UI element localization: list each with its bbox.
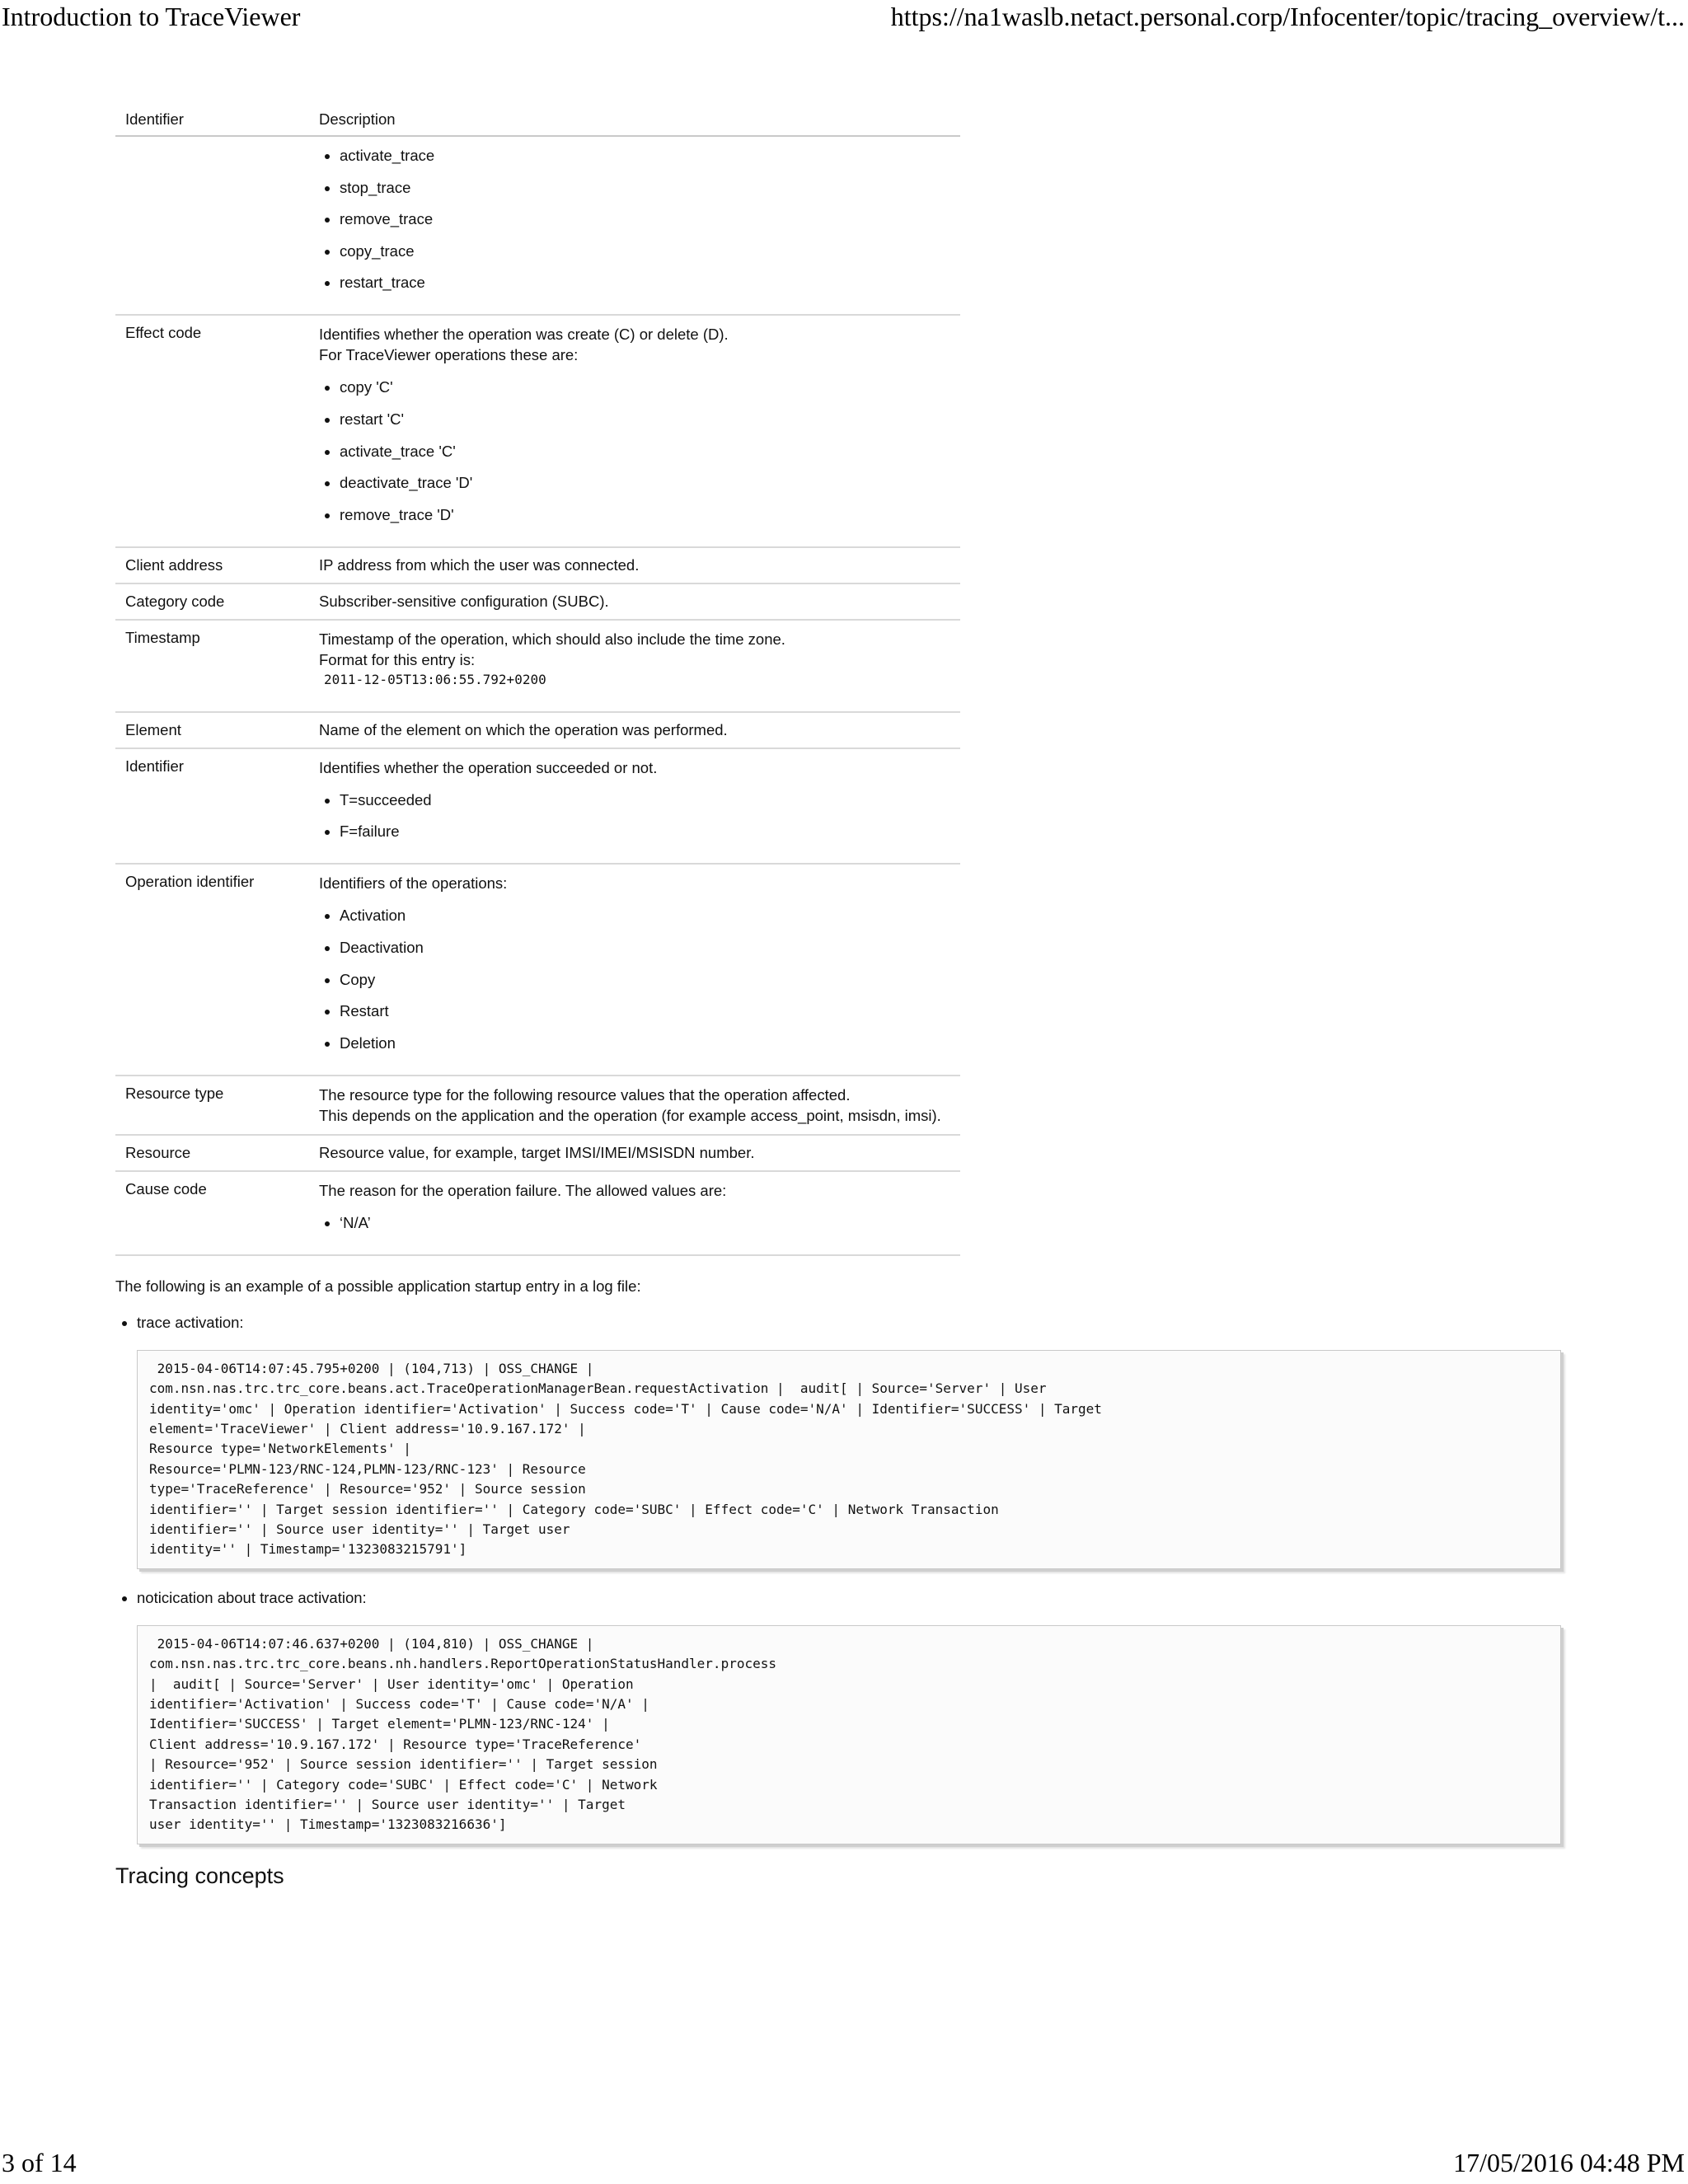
example-item	[137, 1587, 1582, 1844]
row-label: Resource type	[115, 1076, 309, 1135]
row-label: Timestamp	[115, 620, 309, 712]
description-line: Format for this entry is:	[319, 650, 476, 668]
table-row-resource-type	[115, 1076, 960, 1135]
row-label: Cause code	[115, 1171, 309, 1255]
row-label	[115, 136, 309, 315]
column-header-identifier: Identifier	[115, 104, 309, 136]
table-header-row	[115, 104, 960, 136]
row-label: Effect code	[115, 315, 309, 546]
description-line: Identifiers of the operations:	[319, 874, 508, 893]
list-item: • restart 'C'	[340, 409, 950, 429]
list-item: • restart_trace	[340, 272, 950, 293]
list-item: • copy_trace	[340, 241, 950, 261]
list-item: • deactivate_trace 'D'	[340, 472, 950, 493]
row-label: Client address	[115, 547, 309, 583]
code-block: 2015-04-06T14:07:45.795+0200 | (104,713) | OSS_CHANGE | com.nsn.nas.trc.trc_core.beans.act.TraceOperationManagerBean.requestActivation | audit[ | Source='Server' | User identity='omc' | Operation identifier='Activation' | Success code='T' | Cause code='N/A' | Identifier='SUCCESS' | Target element='TraceViewer' | Client address='10.9.167.172' | Resource type='NetworkElements' | Resource='PLMN-123/RNC-124,PLMN-123/RNC-123' | Resource type='TraceReference' | Resource='952' | Source session identifier='' | Target session identifier='' | Category code='SUBC' | Effect code='C' | Network Transaction identifier='' | Source user identity='' | Target user identity='' | Timestamp='1323083215791']	[137, 1350, 1561, 1569]
page-number: 3 of 14	[2, 2148, 77, 2177]
row-description	[309, 1076, 960, 1135]
row-description: Subscriber-sensitive configuration (SUBC).	[309, 583, 960, 620]
description-line: Identifies whether the operation was create (C) or delete (D).	[319, 326, 729, 344]
row-description: Name of the element on which the operation was performed.	[309, 712, 960, 748]
description-line: Identifies whether the operation succeeded or not.	[319, 758, 658, 776]
example-label: noticication about trace activation:	[137, 1588, 367, 1606]
list-item: • Activation	[340, 905, 950, 926]
row-description	[309, 315, 960, 546]
effect-code-list	[319, 377, 950, 524]
table-row-client-address	[115, 547, 960, 583]
row-description: Resource value, for example, target IMSI/IMEI/MSISDN number.	[309, 1135, 960, 1171]
table-row-timestamp	[115, 620, 960, 712]
row-label: Element	[115, 712, 309, 748]
example-item	[137, 1312, 1582, 1569]
code-block: 2015-04-06T14:07:46.637+0200 | (104,810) | OSS_CHANGE | com.nsn.nas.trc.trc_core.beans.nh.handlers.ReportOperationStatusHandler.process | audit[ | Source='Server' | User identity='omc' | Operation identifier='Activation' | Success code='T' | Cause code='N/A' | Identifier='SUCCESS' | Target element='PLMN-123/RNC-124' | Client address='10.9.167.172' | Resource type='TraceReference' | Resource='952' | Source session identifier='' | Target session identifier='' | Category code='SUBC' | Effect code='C' | Network Transaction identifier='' | Source user identity='' | Target user identity='' | Timestamp='1323083216636']	[137, 1625, 1561, 1844]
table-row-operation-identifier	[115, 864, 960, 1075]
print-footer	[0, 2148, 1688, 2177]
description-line: The resource type for the following resource values that the operation affected.	[319, 1085, 851, 1104]
cause-code-list	[319, 1212, 950, 1233]
list-item: • remove_trace	[340, 209, 950, 229]
list-item: • Deactivation	[340, 937, 950, 958]
table-row-element	[115, 712, 960, 748]
description-line: Timestamp of the operation, which should also include the time zone.	[319, 630, 785, 648]
row-description	[309, 748, 960, 865]
list-item: • Deletion	[340, 1033, 950, 1053]
row-label: Resource	[115, 1135, 309, 1171]
row-label: Operation identifier	[115, 864, 309, 1075]
row-description	[309, 620, 960, 712]
operations-list	[319, 145, 950, 293]
column-header-description: Description	[309, 104, 960, 136]
description-line: For TraceViewer operations these are:	[319, 346, 579, 364]
row-label: Identifier	[115, 748, 309, 865]
table-row-resource	[115, 1135, 960, 1171]
page-content	[115, 104, 1582, 1889]
list-item: • ‘N/A’	[340, 1212, 950, 1233]
print-header-url: https://na1waslb.netact.personal.corp/Infocenter/topic/tracing_overview/t...	[890, 2, 1685, 31]
example-label: trace activation:	[137, 1313, 244, 1331]
print-header	[0, 2, 1688, 31]
description-line: This depends on the application and the operation (for example access_point, msisdn, imsi).	[319, 1106, 941, 1124]
description-line: The reason for the operation failure. The allowed values are:	[319, 1181, 727, 1199]
examples-list	[115, 1312, 1582, 1844]
row-description	[309, 1171, 960, 1255]
intro-paragraph: The following is an example of a possible application startup entry in a log file:	[115, 1277, 641, 1295]
list-item: • F=failure	[340, 821, 950, 841]
list-item: • remove_trace 'D'	[340, 504, 950, 525]
table-row-effect-code	[115, 315, 960, 546]
print-datetime: 17/05/2016 04:48 PM	[1453, 2148, 1685, 2177]
list-item: • copy 'C'	[340, 377, 950, 397]
table-row-cause-code	[115, 1171, 960, 1255]
section-heading: Tracing concepts	[115, 1863, 284, 1888]
timestamp-format-code: 2011-12-05T13:06:55.792+0200	[324, 671, 546, 687]
row-description	[309, 864, 960, 1075]
row-label: Category code	[115, 583, 309, 620]
list-item: • Copy	[340, 969, 950, 990]
print-header-title: Introduction to TraceViewer	[2, 2, 301, 31]
table-row-category-code	[115, 583, 960, 620]
parameters-table	[115, 104, 960, 1256]
list-item: • activate_trace 'C'	[340, 441, 950, 462]
list-item: • Restart	[340, 1001, 950, 1021]
table-row-identifier	[115, 748, 960, 865]
list-item: • stop_trace	[340, 177, 950, 198]
identifier-list	[319, 790, 950, 842]
row-description: IP address from which the user was connected.	[309, 547, 960, 583]
row-description	[309, 136, 960, 315]
list-item: • T=succeeded	[340, 790, 950, 810]
table-row	[115, 136, 960, 315]
operation-identifier-list	[319, 905, 950, 1052]
list-item: • activate_trace	[340, 145, 950, 166]
